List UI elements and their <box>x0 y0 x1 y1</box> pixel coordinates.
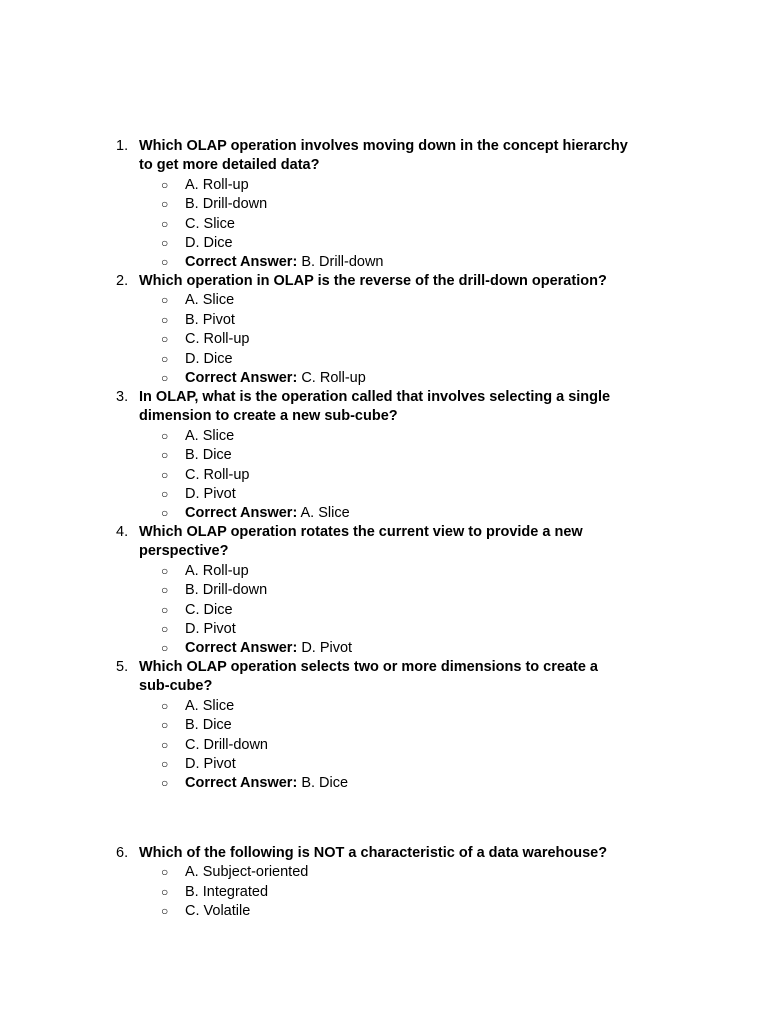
correct-answer-value: A. Slice <box>300 505 350 522</box>
circle-bullet-icon: ○ <box>161 486 169 501</box>
circle-bullet-icon: ○ <box>161 904 169 919</box>
circle-bullet-icon: ○ <box>161 235 169 250</box>
option-text: D. Dice <box>185 350 233 367</box>
question-text: Which of the following is NOT a characteristic of a data warehouse? <box>139 845 608 861</box>
option-text: C. Dice <box>185 601 233 618</box>
option-item <box>0 863 768 882</box>
option-item <box>0 883 768 902</box>
question-text: Which OLAP operation selects two or more dimensions to create a <box>139 659 599 675</box>
circle-bullet-icon: ○ <box>161 428 169 443</box>
circle-bullet-icon: ○ <box>161 370 169 385</box>
question-text: Which operation in OLAP is the reverse of the drill-down operation? <box>139 273 607 289</box>
question-6 <box>0 844 768 922</box>
option-item <box>0 176 768 195</box>
correct-answer-label: Correct Answer: <box>185 640 298 657</box>
option-item <box>0 581 768 600</box>
circle-bullet-icon: ○ <box>161 776 169 791</box>
question-number: 6. <box>116 845 129 861</box>
circle-bullet-icon: ○ <box>161 737 169 752</box>
option-text: C. Roll-up <box>185 331 250 348</box>
option-text: B. Dice <box>185 447 232 464</box>
question-number: 4. <box>116 524 129 540</box>
option-text: D. Dice <box>185 234 233 251</box>
correct-answer-value: C. Roll-up <box>301 369 366 386</box>
circle-bullet-icon: ○ <box>161 197 169 212</box>
option-item <box>0 446 768 465</box>
option-text: B. Integrated <box>185 883 269 900</box>
circle-bullet-icon: ○ <box>161 583 169 598</box>
correct-answer-label: Correct Answer: <box>185 254 298 271</box>
option-text: B. Drill-down <box>185 582 268 599</box>
option-item <box>0 755 768 774</box>
correct-answer <box>0 639 768 658</box>
option-text: D. Pivot <box>185 485 236 502</box>
question-number: 3. <box>116 389 129 405</box>
correct-answer-value: B. Dice <box>301 775 349 792</box>
correct-answer-value: B. Drill-down <box>301 254 384 271</box>
correct-answer <box>0 253 768 272</box>
question-1 <box>0 137 768 273</box>
circle-bullet-icon: ○ <box>161 293 169 308</box>
question-text-continued: to get more detailed data? <box>139 157 320 174</box>
option-item <box>0 291 768 310</box>
circle-bullet-icon: ○ <box>161 448 169 463</box>
circle-bullet-icon: ○ <box>161 177 169 192</box>
correct-answer <box>0 774 768 793</box>
question-5 <box>0 658 768 794</box>
option-item <box>0 195 768 214</box>
circle-bullet-icon: ○ <box>161 641 169 656</box>
circle-bullet-icon: ○ <box>161 756 169 771</box>
circle-bullet-icon: ○ <box>161 506 169 521</box>
circle-bullet-icon: ○ <box>161 698 169 713</box>
option-text: B. Drill-down <box>185 196 268 213</box>
option-text: B. Pivot <box>185 311 235 328</box>
question-text-continued: dimension to create a new sub-cube? <box>139 408 398 425</box>
question-text: Which OLAP operation involves moving down in the concept hierarchy <box>139 138 628 154</box>
circle-bullet-icon: ○ <box>161 718 169 733</box>
question-number: 2. <box>116 273 129 289</box>
option-text: C. Slice <box>185 215 235 232</box>
option-text: C. Volatile <box>185 903 251 920</box>
option-item <box>0 902 768 921</box>
circle-bullet-icon: ○ <box>161 332 169 347</box>
option-item <box>0 736 768 755</box>
question-text: Which OLAP operation rotates the current view to provide a new <box>139 524 583 540</box>
option-item <box>0 716 768 735</box>
option-text: A. Subject-oriented <box>185 864 309 881</box>
circle-bullet-icon: ○ <box>161 255 169 270</box>
circle-bullet-icon: ○ <box>161 621 169 636</box>
option-item <box>0 620 768 639</box>
option-text: A. Roll-up <box>185 176 249 193</box>
option-item <box>0 466 768 485</box>
option-text: D. Pivot <box>185 755 236 772</box>
question-text-continued: perspective? <box>139 543 229 560</box>
option-text: C. Roll-up <box>185 466 250 483</box>
option-text: D. Pivot <box>185 620 236 637</box>
circle-bullet-icon: ○ <box>161 351 169 366</box>
option-item <box>0 350 768 369</box>
option-text: C. Drill-down <box>185 736 268 753</box>
question-3 <box>0 388 768 524</box>
option-text: A. Slice <box>185 292 235 309</box>
option-item <box>0 697 768 716</box>
option-item <box>0 234 768 253</box>
correct-answer <box>0 504 768 523</box>
option-text: B. Dice <box>185 717 232 734</box>
correct-answer-label: Correct Answer: <box>185 505 298 522</box>
correct-answer-value: D. Pivot <box>301 640 353 657</box>
option-text: A. Roll-up <box>185 562 249 579</box>
question-text-continued: sub-cube? <box>139 678 213 695</box>
option-item <box>0 601 768 620</box>
option-item <box>0 485 768 504</box>
option-item <box>0 330 768 349</box>
question-number: 5. <box>116 659 129 675</box>
circle-bullet-icon: ○ <box>161 865 169 880</box>
option-text: A. Slice <box>185 697 235 714</box>
circle-bullet-icon: ○ <box>161 216 169 231</box>
question-2 <box>0 272 768 388</box>
option-item <box>0 562 768 581</box>
circle-bullet-icon: ○ <box>161 467 169 482</box>
option-item <box>0 427 768 446</box>
correct-answer-label: Correct Answer: <box>185 369 298 386</box>
question-4 <box>0 523 768 659</box>
correct-answer <box>0 369 768 388</box>
option-text: A. Slice <box>185 427 235 444</box>
option-item <box>0 215 768 234</box>
circle-bullet-icon: ○ <box>161 602 169 617</box>
correct-answer-label: Correct Answer: <box>185 775 298 792</box>
question-text: In OLAP, what is the operation called that involves selecting a single <box>139 389 611 405</box>
question-number: 1. <box>116 138 129 154</box>
circle-bullet-icon: ○ <box>161 884 169 899</box>
option-item <box>0 311 768 330</box>
circle-bullet-icon: ○ <box>161 312 169 327</box>
circle-bullet-icon: ○ <box>161 563 169 578</box>
